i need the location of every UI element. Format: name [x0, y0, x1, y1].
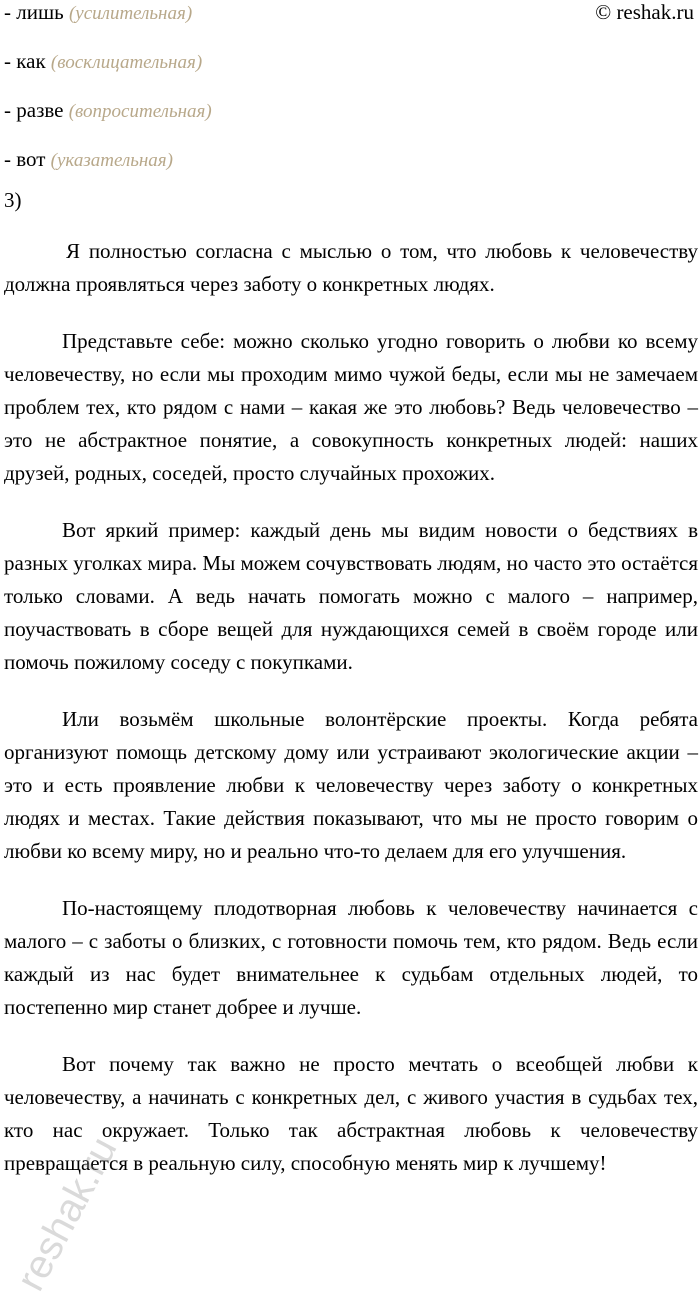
- essay-paragraph: Я полностью согласна с мыслью о том, что любовь к человечеству должна проявляться через заботу о конкретных людях.: [4, 239, 698, 296]
- particle-item: [4, 0, 212, 24]
- essay-paragraph: По-настоящему плодотворная любовь к человечеству начинается с малого – с заботы о близких, с готовности помочь тем, кто рядом. Ведь если каждый из нас будет внимательнее к судьбам отдельных людей, то постепенно мир станет добрее и лучше.: [4, 896, 698, 1019]
- particle-word: - как: [4, 49, 46, 73]
- particle-word: - разве: [4, 98, 64, 122]
- diagonal-watermark-text: reshak.ru: [8, 1129, 126, 1298]
- particle-type: (вопросительная): [68, 101, 212, 122]
- particle-item: [4, 147, 212, 171]
- particle-list: [4, 0, 212, 196]
- particle-type: (указательная): [50, 150, 173, 171]
- particle-type: (восклицательная): [50, 52, 203, 73]
- particle-item: [4, 49, 212, 73]
- particle-item: [4, 98, 212, 122]
- essay-paragraph: Или возьмём школьные волонтёрские проекты. Когда ребята организуют помощь детскому дому или устраивают экологические акции – это и есть проявление любви к человечеству через заботу о конкретных людях и местах. Такие действия показывают, что мы не просто говорим о любви ко всему миру, но и реально что-то делаем для его улучшения.: [4, 707, 698, 863]
- essay-paragraph: Вот яркий пример: каждый день мы видим новости о бедствиях в разных уголках мира. Мы можем сочувствовать людям, но часто это остаётся только словами. А ведь начать помогать можно с малого – например, поучаствовать в сборе вещей для нуждающихся семей в своём городе или помочь пожилому соседу с покупками.: [4, 518, 698, 674]
- particle-type: (усилительная): [68, 3, 193, 24]
- particle-word: - лишь: [4, 0, 64, 24]
- essay-text: [4, 235, 698, 1204]
- essay-paragraph: Вот почему так важно не просто мечтать о всеобщей любви к человечеству, а начинать с конкретных дел, с живого участия в судьбах тех, кто нас окружает. Только так абстрактная любовь к человечеству превращается в реальную силу, способную менять мир к лучшему!: [4, 1052, 698, 1175]
- particle-word: - вот: [4, 147, 46, 171]
- copyright-watermark: © reshak.ru: [595, 0, 694, 24]
- essay-paragraph: Представьте себе: можно сколько угодно говорить о любви ко всему человечеству, но если мы проходим мимо чужой беды, если мы не замечаем проблем тех, кто рядом с нами – какая же это любовь? Ведь человечество – это не абстрактное понятие, а совокупность конкретных людей: наших друзей, родных, соседей, просто случайных прохожих.: [4, 329, 698, 485]
- section-number: 3): [4, 188, 22, 212]
